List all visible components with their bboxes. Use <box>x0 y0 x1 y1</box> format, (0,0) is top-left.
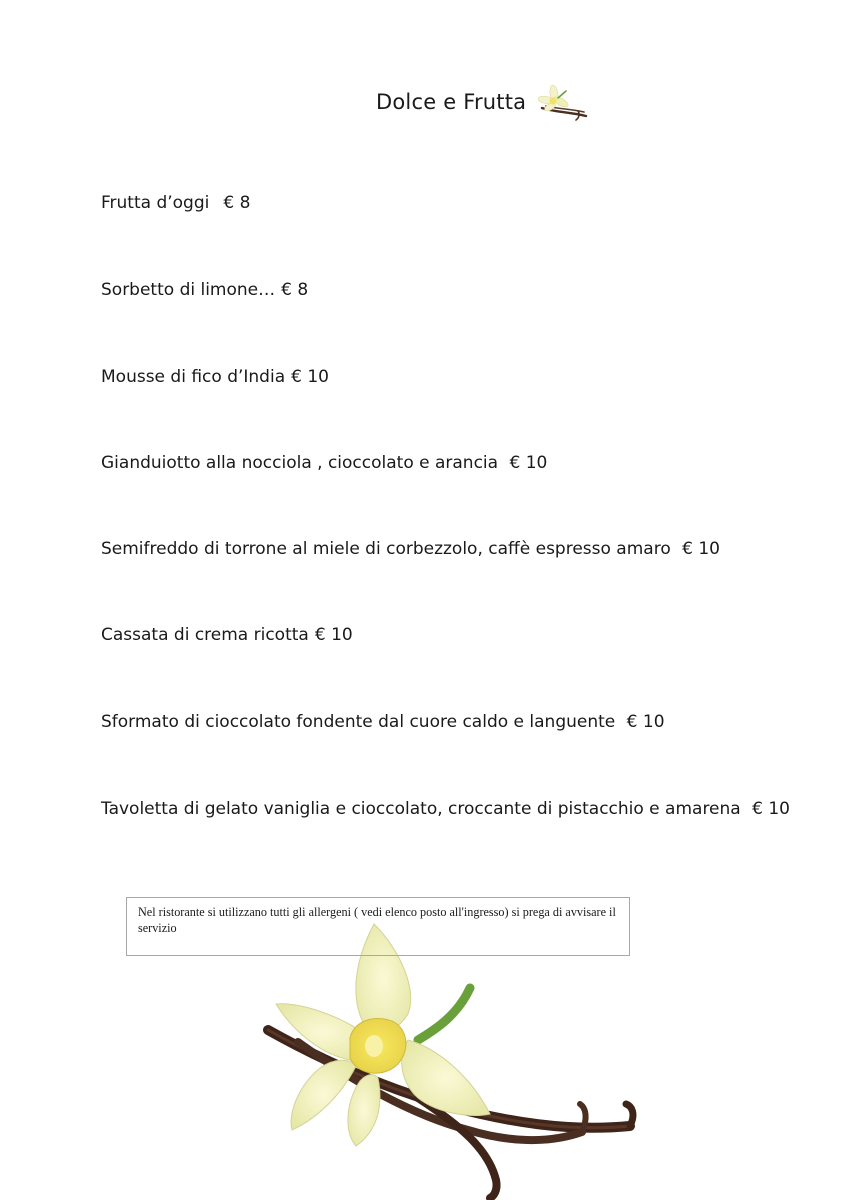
menu-item-price: € 10 <box>626 712 665 732</box>
flower-stem <box>418 988 470 1040</box>
menu-item-name: Mousse di fico d’India <box>101 367 286 387</box>
menu-item <box>101 453 547 473</box>
menu-item <box>101 799 790 819</box>
menu-item-price: € 8 <box>281 280 309 300</box>
vanilla-flower-icon <box>534 82 592 122</box>
flower-petal <box>291 1060 356 1130</box>
flower-petal <box>348 1075 380 1146</box>
menu-item-name: Sformato di cioccolato fondente dal cuore caldo e languente <box>101 712 621 732</box>
vanilla-flower-illustration <box>258 918 648 1200</box>
title-row <box>376 82 592 122</box>
menu-item <box>101 367 329 387</box>
menu-item-name: Tavoletta di gelato vaniglia e cioccolato, croccante di pistacchio e amarena <box>101 799 747 819</box>
menu-item <box>101 625 353 645</box>
menu-item-price: € 10 <box>509 453 548 473</box>
menu-item <box>101 193 250 213</box>
menu-item <box>101 280 308 300</box>
page-title: Dolce e Frutta <box>376 90 527 114</box>
menu-item <box>101 712 665 732</box>
menu-item-name: Gianduiotto alla nocciola , cioccolato e arancia <box>101 453 504 473</box>
allergen-notice: Nel ristorante si utilizzano tutti gli allergeni ( vedi elenco posto all'ingresso) si prega di avvisare il servizio <box>126 897 630 956</box>
menu-item-price: € 10 <box>314 625 353 645</box>
menu-item-price: € 10 <box>682 539 720 559</box>
menu-item-price: € 8 <box>223 193 251 213</box>
menu-item-name: Frutta d’oggi <box>101 193 210 213</box>
menu-item <box>101 539 720 559</box>
flower-petal <box>402 1040 490 1115</box>
menu-item-price: € 10 <box>752 799 790 819</box>
menu-item-name: Semifreddo di torrone al miele di corbezzolo, caffè espresso amaro <box>101 539 677 559</box>
menu-item-name: Sorbetto di limone… <box>101 280 276 300</box>
menu-item-name: Cassata di crema ricotta <box>101 625 309 645</box>
menu-item-price: € 10 <box>291 367 329 387</box>
